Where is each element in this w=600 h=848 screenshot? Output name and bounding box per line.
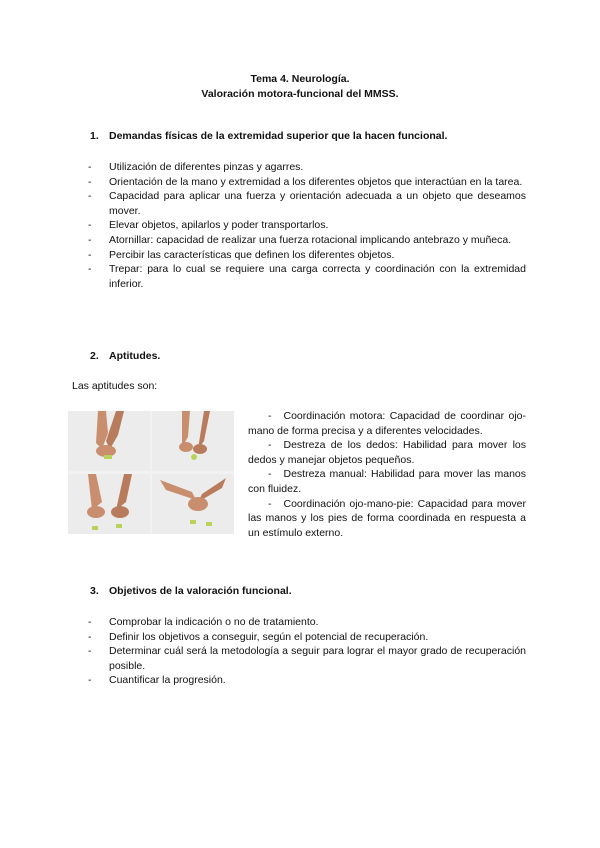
- document-title: [0, 72, 600, 102]
- section-2-heading: [90, 350, 160, 362]
- list-item: - Percibir las características que definen los diferentes objetos.: [88, 248, 526, 263]
- hand-photo-3: [68, 474, 150, 534]
- section-3-title: Objetivos de la valoración funcional.: [109, 585, 292, 597]
- section-2-title: Aptitudes.: [109, 350, 161, 362]
- title-line-1: Tema 4. Neurología.: [250, 73, 350, 85]
- section-3-list: [88, 615, 526, 688]
- list-item: - Cuantificar la progresión.: [88, 673, 526, 688]
- aptitudes-intro: Las aptitudes son:: [72, 380, 158, 392]
- aptitude-text: Coordinación motora: Capacidad de coordinar ojo-mano de forma precisa y a diferentes velocidades.: [248, 410, 526, 437]
- aptitude-text: Coordinación ojo-mano-pie: Capacidad para mover las manos y los pies de forma coordinada en respuesta a un estímulo externo.: [248, 497, 526, 539]
- hand-photo-2: [152, 411, 234, 471]
- section-1-title: Demandas físicas de la extremidad superior que la hacen funcional.: [109, 130, 448, 142]
- section-1-list: [88, 160, 526, 291]
- list-item: - Utilización de diferentes pinzas y agarres.: [88, 160, 526, 175]
- section-3-heading: [90, 585, 292, 597]
- list-item: - Destreza manual: Habilidad para mover las manos con fluidez.: [248, 468, 526, 495]
- title-line-2: Valoración motora-funcional del MMSS.: [201, 88, 399, 100]
- list-item: - Capacidad para aplicar una fuerza y orientación adecuada a un objeto que deseamos mover.: [88, 189, 526, 218]
- list-item: - Orientación de la mano y extremidad a los diferentes objetos que interactúan en la tarea.: [88, 175, 526, 190]
- section-1-number: 1.: [90, 130, 99, 142]
- list-item: - Coordinación motora: Capacidad de coordinar ojo-mano de forma precisa y a diferentes velocidades.: [248, 410, 526, 437]
- list-item: - Coordinación ojo-mano-pie: Capacidad para mover las manos y los pies de forma coordinada en respuesta a un estímulo externo.: [248, 497, 526, 539]
- list-item: - Trepar: para lo cual se requiere una carga correcta y coordinación con la extremidad inferior.: [88, 262, 526, 291]
- aptitude-text: Destreza de los dedos: Habilidad para mover los dedos y manejar objetos pequeños.: [248, 439, 526, 466]
- aptitudes-list: [248, 409, 526, 540]
- list-item: - Atornillar: capacidad de realizar una fuerza rotacional implicando antebrazo y muñeca.: [88, 233, 526, 248]
- section-1-heading: [90, 130, 447, 142]
- section-2-number: 2.: [90, 350, 99, 362]
- list-item: - Elevar objetos, apilarlos y poder transportarlos.: [88, 218, 526, 233]
- hand-photo-4: [152, 474, 234, 534]
- hand-exercise-photos: [68, 411, 234, 534]
- list-item: - Destreza de los dedos: Habilidad para mover los dedos y manejar objetos pequeños.: [248, 439, 526, 466]
- list-item: - Definir los objetivos a conseguir, según el potencial de recuperación.: [88, 630, 526, 645]
- section-3-number: 3.: [90, 585, 99, 597]
- aptitude-text: Destreza manual: Habilidad para mover las manos con fluidez.: [248, 468, 526, 495]
- list-item: - Comprobar la indicación o no de tratamiento.: [88, 615, 526, 630]
- hand-photo-1: [68, 411, 150, 471]
- list-item: - Determinar cuál será la metodología a seguir para lograr el mayor grado de recuperación posible.: [88, 644, 526, 673]
